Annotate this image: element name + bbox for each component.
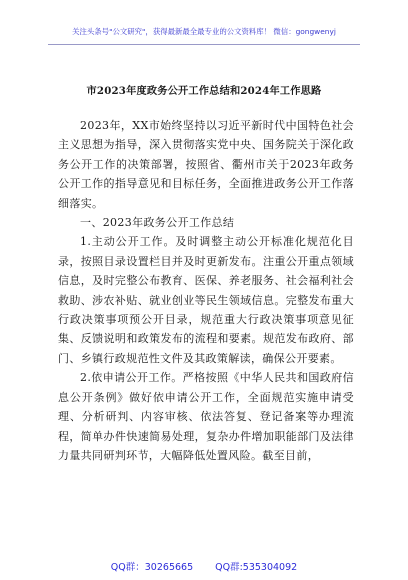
qq-group-1-number: 30265665	[144, 562, 194, 573]
qq-group-1-label: QQ群：	[110, 562, 145, 573]
qq-group-2-number: 535304092	[242, 562, 298, 573]
intro-paragraph: 2023年，XX市始终坚持以习近平新时代中国特色社会主义思想为指导，深入贯彻落实党中央、国务院关于深化政务公开工作的决策部署，按照省、衢州市关于2023年政务公开工作的指导意见和目标任务，全面推进政务公开工作落细落实。	[58, 119, 354, 210]
request-disclosure-paragraph: 2.依申请公开工作。严格按照《中华人民共和国政府信息公开条例》做好依申请公开工作，全面规范实施申请受理、分析研判、内容审核、依法答复、登记备案等办理流程，简单办件快速简易处理，复杂办件增加职能部门及法律力量共同研判环节，大幅降低处置风险。截至目前，	[58, 371, 354, 462]
document-body	[58, 116, 354, 465]
proactive-disclosure-paragraph: 1.主动公开工作。及时调整主动公开标准化规范化目录，按照目录设置栏目并及时更新发布。注重公开重点领域信息，及时完整公布教育、医保、养老服务、社会福利社会救助、涉农补贴、就业创业等民生领域信息。完整发布重大行政决策事项预公开目录，规范重大行政决策事项意见征集、反馈说明和政策发布的流程和要素。规范发布政府、部门、乡镇行政规范性文件及其政策解读，确保公开要素。	[58, 235, 354, 365]
footer-qq-groups	[0, 559, 408, 573]
header-divider	[48, 44, 360, 45]
section-heading: 一、2023年政务公开工作总结	[80, 216, 235, 230]
document-title: 市2023年度政务公开工作总结和2024年工作思路	[86, 85, 322, 97]
qq-group-2-label: QQ群:	[215, 562, 243, 573]
watermark-header: 关注头条号"公文研究"，获得最新最全最专业的公文资料库！ 微信：gongwenyj	[72, 27, 336, 36]
